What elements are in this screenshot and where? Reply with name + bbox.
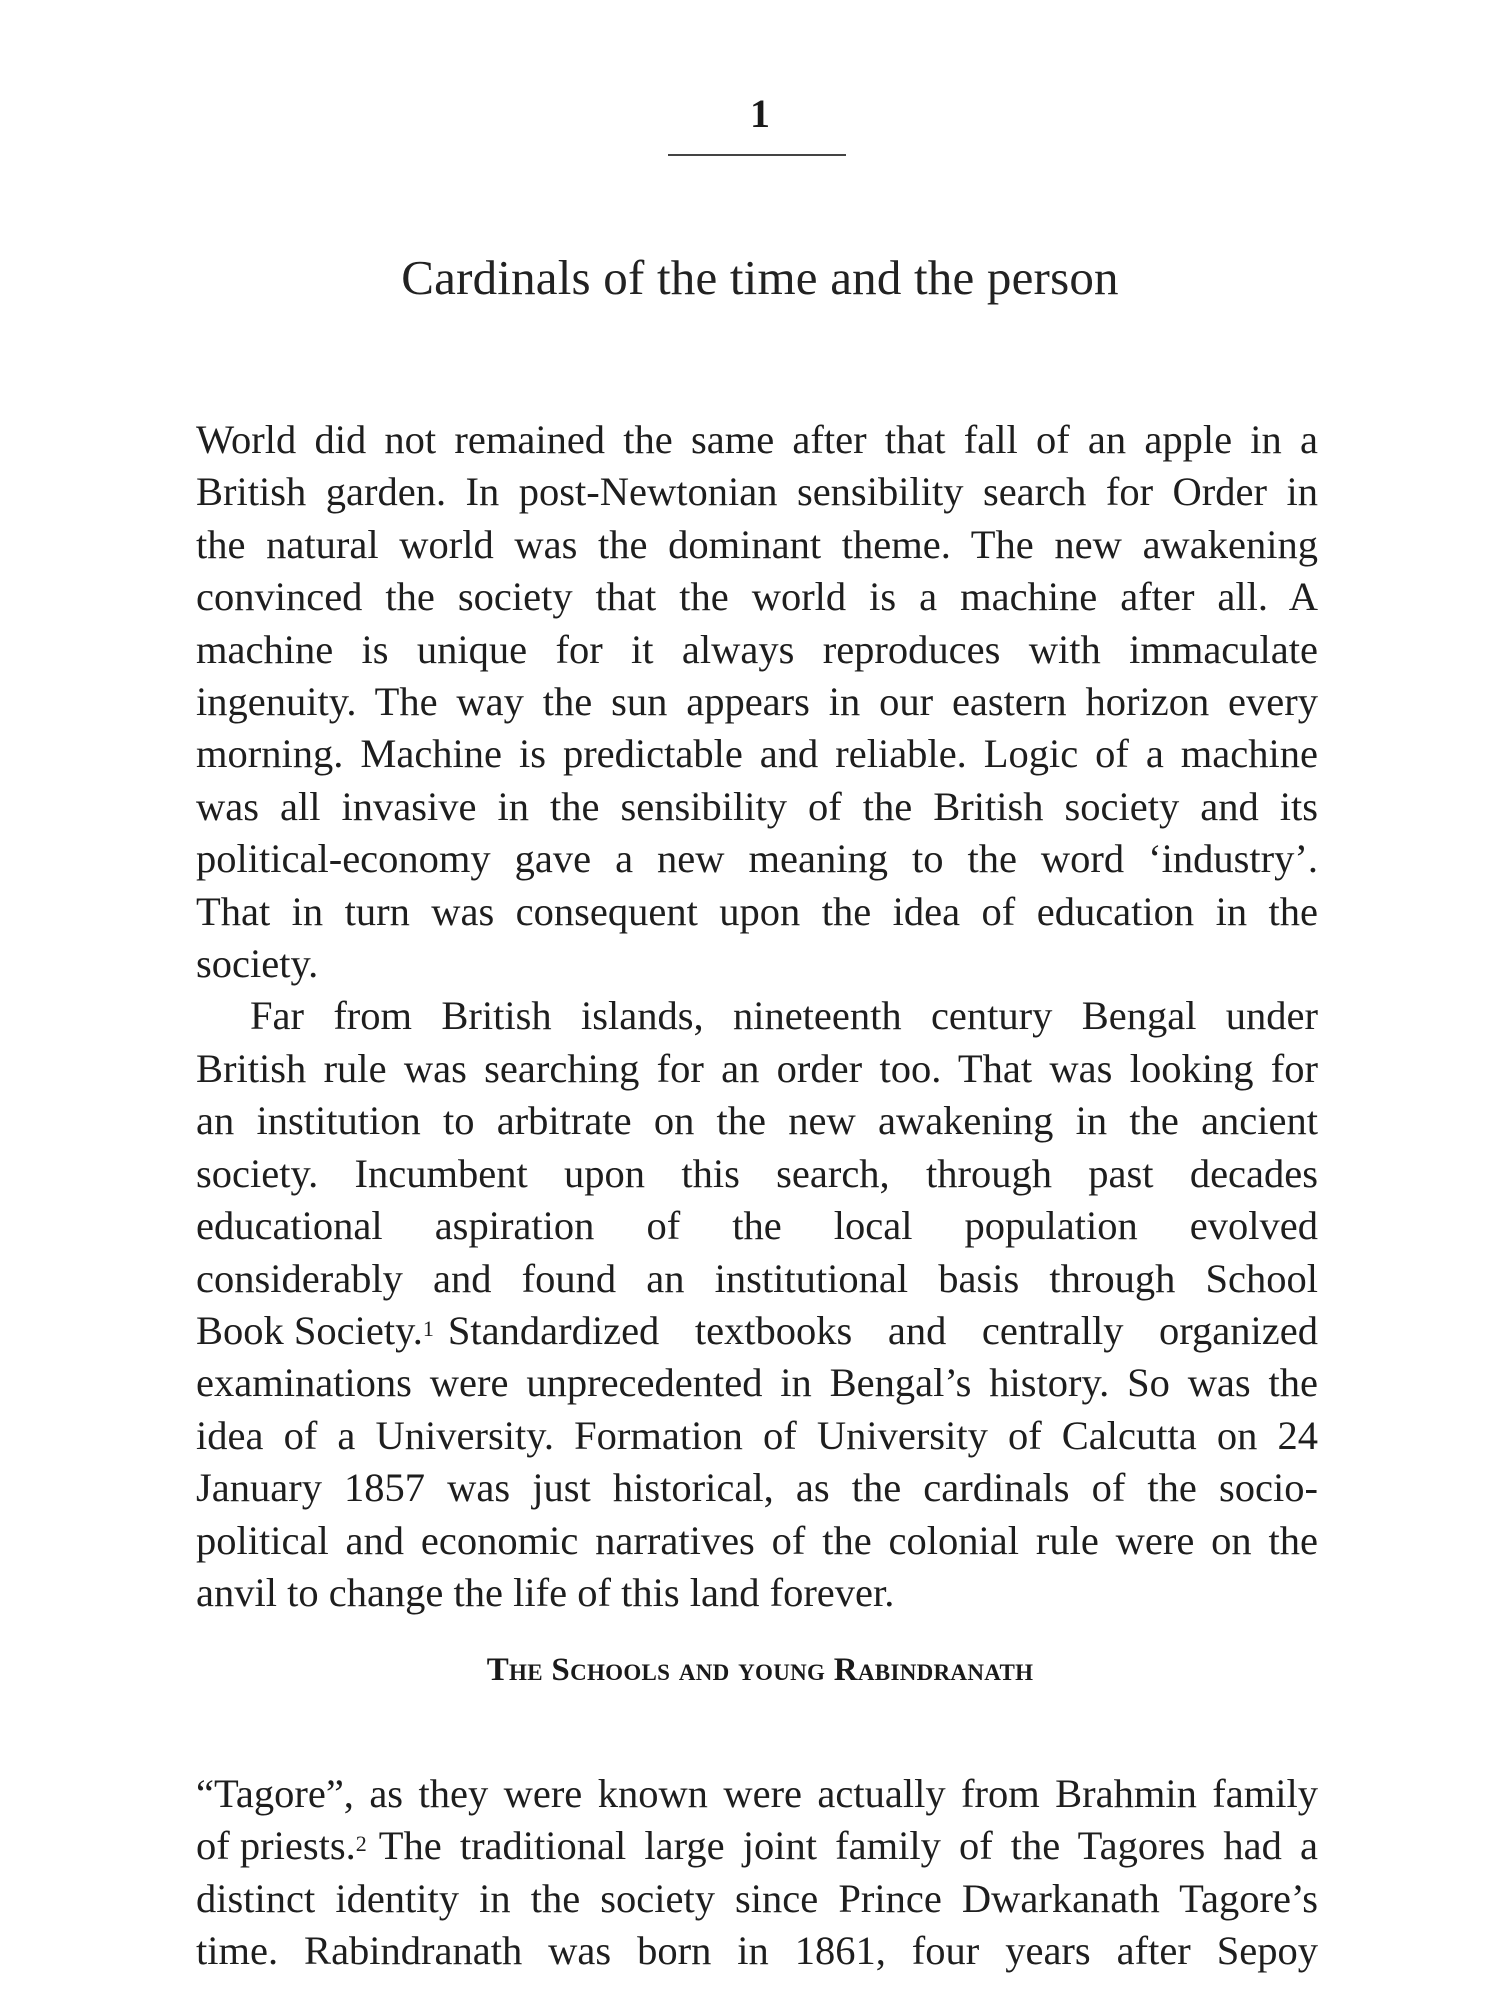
text-line: British garden. In post-Newtonian sensibility search for Order in	[196, 469, 1318, 515]
footnote-marker-1[interactable]: 1	[422, 1315, 434, 1341]
text-line: distinct identity in the society since Prince Dwarkanath Tagore’s	[196, 1875, 1318, 1921]
text-line: machine is unique for it always reproduces with immaculate	[196, 626, 1318, 672]
text-line: political and economic narratives of the colonial rule were on the	[196, 1517, 1318, 1563]
chapter-number-rule	[668, 154, 846, 156]
text-line: “Tagore”, as they were known were actually from Brahmin family	[196, 1771, 1318, 1816]
text-line: World did not remained the same after that fall of an apple in a	[196, 417, 1318, 462]
text-line: political-economy gave a new meaning to the word ‘industry’.	[196, 836, 1318, 882]
text-line: society.	[196, 941, 319, 987]
text-line: convinced the society that the world is a machine after all. A	[196, 574, 1318, 620]
text-line: educational aspiration of the local population evolved	[196, 1203, 1318, 1249]
chapter-number: 1	[750, 91, 770, 136]
text-line: examinations were unprecedented in Bengal’s history. So was the	[196, 1360, 1318, 1406]
text-line: was all invasive in the sensibility of the British society and its	[196, 783, 1318, 829]
text-segment: Standardized textbooks and centrally organized	[447, 1307, 1318, 1353]
footnote-marker-2[interactable]: 2	[355, 1831, 367, 1857]
text-line: morning. Machine is predictable and reliable. Logic of a machine	[196, 731, 1318, 777]
text-fragment: of priests.	[196, 1823, 356, 1869]
text-line: Far from British islands, nineteenth century Bengal under	[250, 993, 1318, 1039]
text-segment	[196, 1820, 367, 1872]
text-line: society. Incumbent upon this search, through past decades	[196, 1150, 1318, 1196]
chapter-title: Cardinals of the time and the person	[401, 250, 1119, 305]
text-line: idea of a University. Formation of University of Calcutta on 24	[196, 1412, 1318, 1458]
text-line: the natural world was the dominant theme. The new awakening	[196, 521, 1318, 567]
text-fragment: Book Society.	[196, 1307, 423, 1353]
text-line: That in turn was consequent upon the idea of education in the	[196, 888, 1318, 934]
text-line: ingenuity. The way the sun appears in our eastern horizon every	[196, 679, 1318, 725]
text-segment	[196, 1305, 434, 1357]
text-line: an institution to arbitrate on the new awakening in the ancient	[196, 1098, 1318, 1144]
text-line-with-footnote	[196, 1305, 1318, 1357]
text-line: time. Rabindranath was born in 1861, four years after Sepoy	[196, 1928, 1318, 1974]
text-line-with-footnote	[196, 1820, 1318, 1872]
text-line: January 1857 was just historical, as the cardinals of the socio-	[196, 1465, 1318, 1511]
text-line: British rule was searching for an order too. That was looking for	[196, 1045, 1318, 1091]
text-segment: The traditional large joint family of the Tagores had a	[378, 1823, 1318, 1869]
section-heading: The Schools and young Rabindranath	[486, 1652, 1034, 1688]
text-line: considerably and found an institutional basis through School	[196, 1255, 1318, 1301]
body-text-section-2	[196, 1768, 1318, 1978]
text-line: anvil to change the life of this land forever.	[196, 1569, 895, 1615]
body-text-section-1	[196, 414, 1318, 1619]
